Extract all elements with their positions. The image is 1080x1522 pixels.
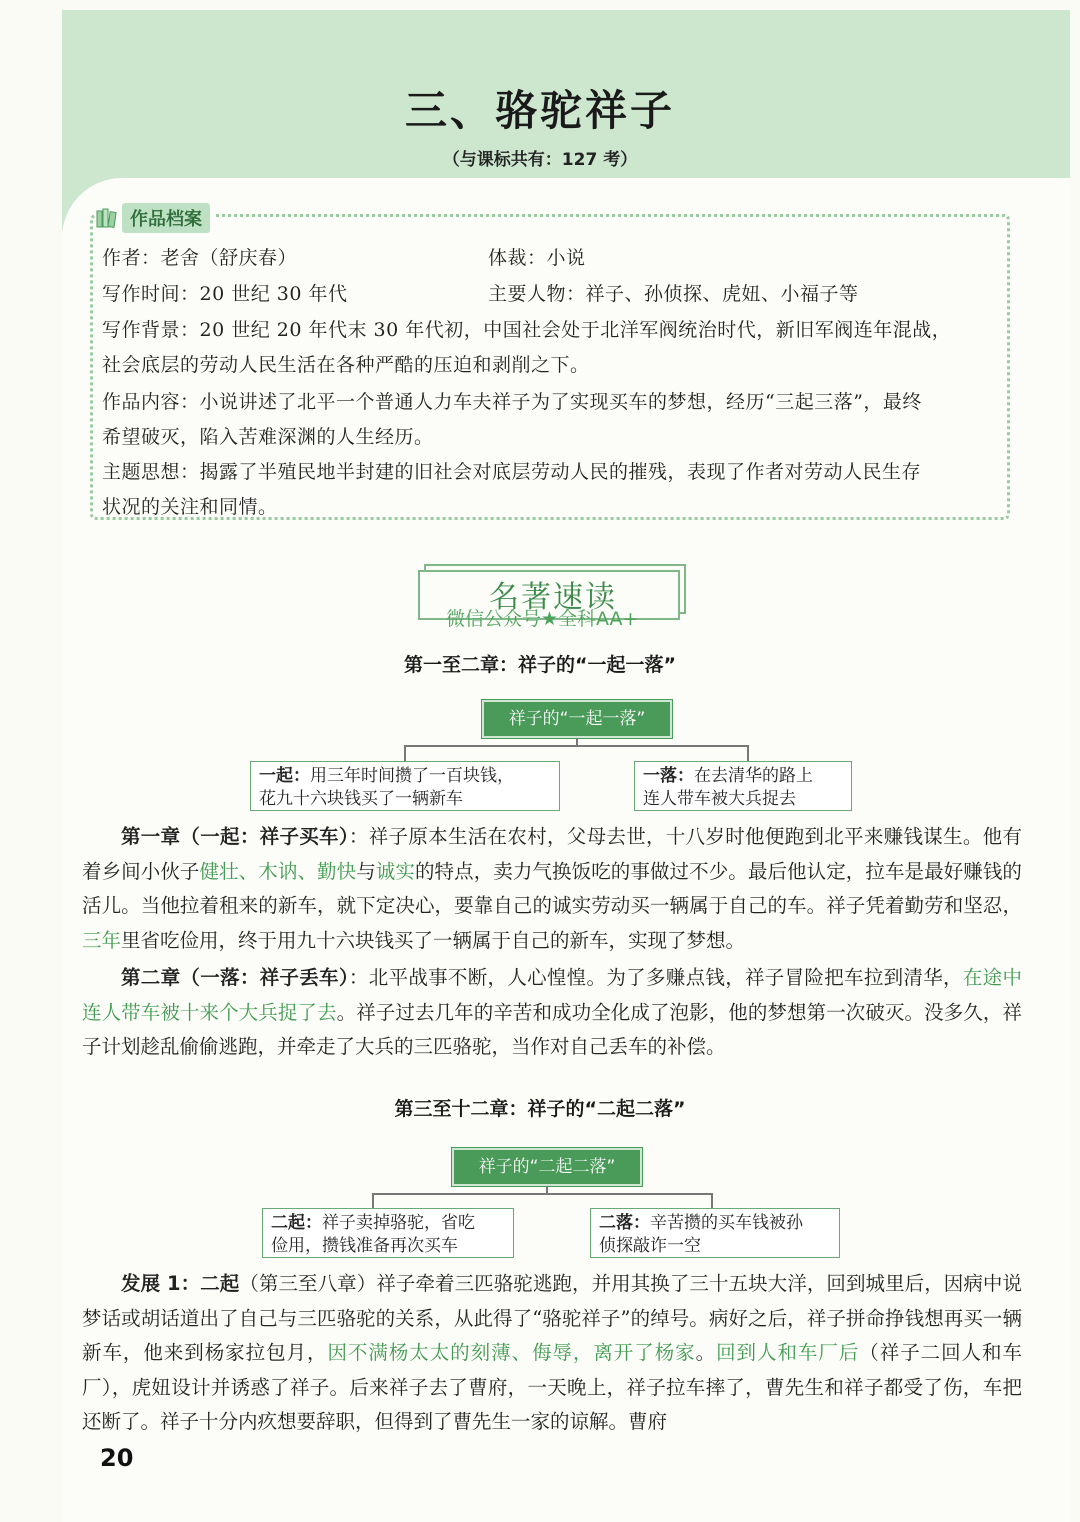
- diagram2-rise-text-1: 祥子卖掉骆驼，省吃: [322, 1213, 475, 1233]
- diagram1-rise-label: 一起：: [259, 766, 310, 786]
- watermark: 微信公众号★全科AA+: [446, 608, 639, 630]
- paragraph-chapter-1: 第一章（一起：祥子买车）：祥子原本生活在农村，父母去世，十八岁时他便跑到北平来赚钱谋生。他有着乡间小伙子健壮、木讷、勤快与诚实的特点，卖力气换饭吃的事做过不少。最后他认定，拉车是最好赚钱的活儿。当他拉着租来的新车，就下定决心，要靠自己的诚实劳动买一辆属于自己的车。祥子凭着勤劳和坚忍，三年里省吃俭用，终于用九十六块钱买了一辆属于自己的新车，实现了梦想。: [82, 825, 1022, 952]
- page-title: 三、骆驼祥子: [404, 86, 675, 135]
- diagram2-rise: [262, 1208, 514, 1258]
- diagram1-root: 祥子的“一起一落”: [482, 700, 672, 738]
- diagram1-rise: [250, 761, 560, 811]
- section-title: 名著速读: [489, 580, 617, 615]
- paragraph-development-1: 发展 1：二起（第三至八章）祥子牵着三匹骆驼逃跑，并用其换了三十五块大洋，回到城里后，因病中说梦话或胡话道出了自己与三匹骆驼的关系，从此得了“骆驼祥子”的绰号。病好之后，祥子拼命挣钱想再买一辆新车，他来到杨家拉包月，因不满杨太太的刻薄、侮辱，离开了杨家。回到人和车厂后（祥子二回人和车厂），虎妞设计并诱惑了祥子。后来祥子去了曹府，一天晚上，祥子拉车摔了，曹先生和祥子都受了伤，车把还断了。祥子十分内疚想要辞职，但得到了曹先生一家的谅解。曹府: [82, 1272, 1022, 1433]
- profile-time: 写作时间：20 世纪 30 年代: [102, 283, 348, 305]
- profile-author: 作者：老舍（舒庆春）: [102, 247, 298, 269]
- para1-lead: 第一章（一起：祥子买车）: [121, 825, 349, 848]
- profile-background-2: 社会底层的劳动人民生活在各种严酷的压迫和剥削之下。: [102, 354, 590, 376]
- diagram1-rise-text-1: 用三年时间攒了一百块钱，: [310, 766, 514, 786]
- diagram2-rise-text-2: 俭用，攒钱准备再次买车: [271, 1236, 458, 1256]
- profile-tag-label: 作品档案: [122, 203, 210, 233]
- para3-lead: 发展 1：二起: [121, 1272, 240, 1295]
- profile-theme-2: 状况的关注和同情。: [102, 496, 278, 518]
- para2-lead: 第二章（一落：祥子丢车）: [121, 966, 349, 989]
- profile-characters: 主要人物：祥子、孙侦探、虎妞、小福子等: [488, 283, 859, 305]
- page-number: 20: [100, 1444, 134, 1472]
- profile-tag: [96, 203, 216, 233]
- diagram1-fall-text-1: 在去清华的路上: [694, 766, 813, 786]
- diagram2-root: 祥子的“二起二落”: [452, 1148, 642, 1186]
- page-subtitle: （与课标共有：127 考）: [442, 150, 638, 170]
- diagram2-fall-text-2: 侦探敲诈一空: [599, 1236, 701, 1256]
- profile-background-1: 写作背景：20 世纪 20 年代末 30 年代初，中国社会处于北洋军阀统治时代，新旧军阀连年混战，: [102, 319, 952, 341]
- profile-theme-1: 主题思想：揭露了半殖民地半封建的旧社会对底层劳动人民的摧残，表现了作者对劳动人民生存: [102, 461, 922, 483]
- chapter-heading-1: 第一至二章：祥子的“一起一落”: [404, 654, 676, 676]
- paragraph-chapter-2: 第二章（一落：祥子丢车）：北平战事不断，人心惶惶。为了多赚点钱，祥子冒险把车拉到清华，在途中连人带车被十来个大兵捉了去。祥子过去几年的辛苦和成功全化成了泡影，他的梦想第一次破灭。没多久，祥子计划趁乱偷偷逃跑，并牵走了大兵的三匹骆驼，当作对自己丢车的补偿。: [82, 966, 1022, 1058]
- diagram1-rise-text-2: 花九十六块钱买了一辆新车: [259, 789, 463, 809]
- chapter-heading-2: 第三至十二章：祥子的“二起二落”: [394, 1098, 686, 1120]
- diagram2-fall-label: 二落：: [599, 1213, 650, 1233]
- diagram1-fall: [634, 761, 852, 811]
- diagram2-fall-text-1: 辛苦攒的买车钱被孙: [650, 1213, 803, 1233]
- diagram1-fall-text-2: 连人带车被大兵捉去: [643, 789, 796, 809]
- diagram2-fall: [590, 1208, 840, 1258]
- books-icon: [96, 208, 118, 228]
- diagram1-fall-label: 一落：: [643, 766, 694, 786]
- profile-content-2: 希望破灭，陷入苦难深渊的人生经历。: [102, 426, 434, 448]
- diagram2-rise-label: 二起：: [271, 1213, 322, 1233]
- profile-genre: 体裁：小说: [488, 247, 586, 269]
- profile-content-1: 作品内容：小说讲述了北平一个普通人力车夫祥子为了实现买车的梦想，经历“三起三落”，最终: [102, 391, 922, 413]
